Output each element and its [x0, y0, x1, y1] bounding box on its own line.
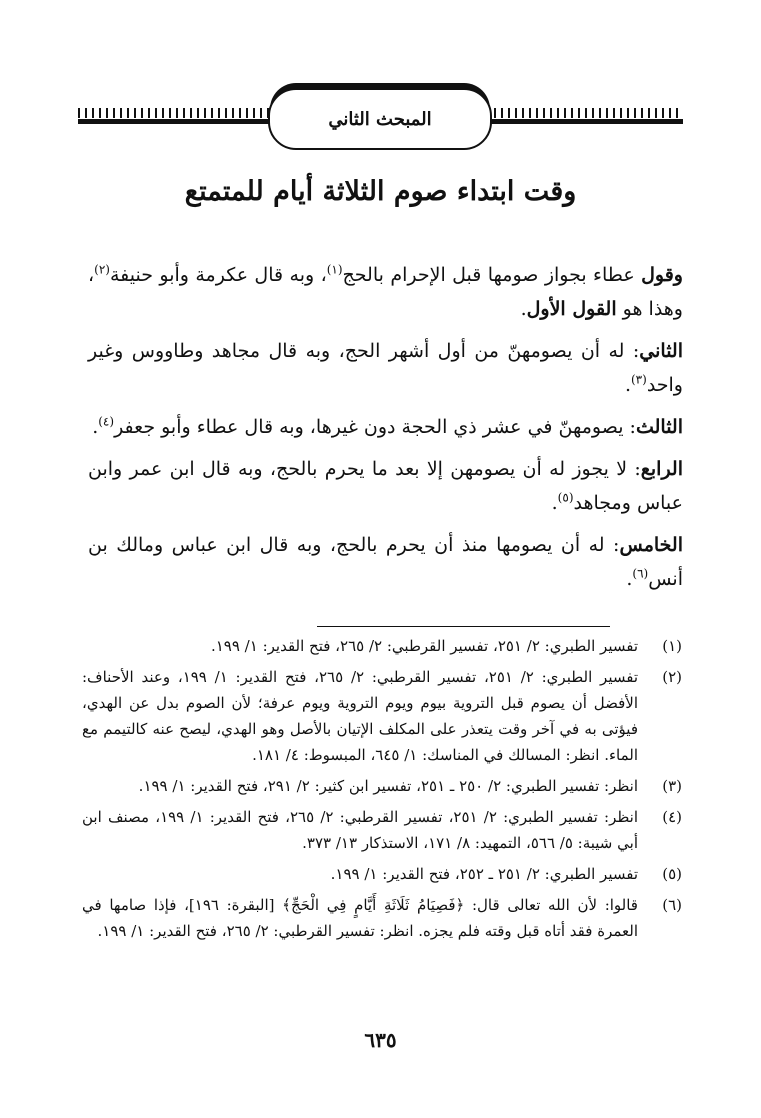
- footnote-text: تفسير الطبري: ٢/ ٢٥١، تفسير القرطبي: ٢/ ٢٦٥، فتح القدير: ١/ ١٩٩، وعند الأحناف: الأفضل أن يصوم قبل التروية بيوم ويوم التروية ويوم عرفة؛ لأن الصوم بدل عن الهدي، فيؤتى به في آخر وقت يتعذر على المكلف الإتيان بالأصل وهو الهدي، ليصح عنه كالتيمم مع الماء. انظر: المسالك في المناسك: ١/ ٦٤٥، المبسوط: ٤/ ١٨١.: [82, 668, 638, 764]
- footnote-divider: [317, 626, 610, 627]
- opinion-emphasis: القول الأول: [526, 298, 617, 320]
- footnote-number: (٢): [662, 668, 682, 686]
- paragraph-text: : يصومهنّ في عشر ذي الحجة دون غيرها، وبه قال عطاء وأبو جعفر: [114, 416, 636, 438]
- footnote-ref: (١): [326, 262, 343, 277]
- footnote-item: [82, 664, 682, 768]
- paragraph-text: .: [520, 298, 527, 320]
- paragraph-text: ، وهذا هو: [88, 264, 683, 320]
- paragraph-text: .: [551, 492, 558, 514]
- footnote-number: (٤): [662, 808, 682, 826]
- paragraph-fourth-opinion: [88, 452, 683, 520]
- footnote-item: [82, 773, 682, 799]
- footnote-item: [82, 861, 682, 887]
- paragraph-text: : له أن يصومها منذ أن يحرم بالحج، وبه قال ابن عباس ومالك بن أنس: [88, 534, 683, 590]
- ornament-border-right: [487, 104, 683, 122]
- footnote-ref: (٣): [630, 372, 647, 387]
- paragraph-text: عطاء بجواز صومها قبل الإحرام بالحج: [342, 264, 642, 286]
- opinion-label: الخامس: [619, 534, 683, 556]
- footnotes: [82, 628, 682, 944]
- footnote-ref: (٥): [557, 490, 574, 505]
- section-title: المبحث الثاني: [328, 108, 432, 130]
- paragraph-fifth-opinion: [88, 528, 683, 596]
- footnote-ref: (٤): [98, 414, 115, 429]
- opinion-label: الثاني: [639, 340, 683, 362]
- footnote-text: تفسير الطبري: ٢/ ٢٥١، تفسير القرطبي: ٢/ ٢٦٥، فتح القدير: ١/ ١٩٩.: [210, 637, 638, 655]
- paragraph-text: : له أن يصومهنّ من أول أشهر الحج، وبه قال مجاهد وطاووس وغير واحد: [88, 340, 683, 396]
- footnote-item: [82, 804, 682, 856]
- footnote-ref: (٦): [632, 566, 649, 581]
- main-text: [88, 258, 683, 604]
- page-heading: وقت ابتداء صوم الثلاثة أيام للمتمتع: [184, 176, 577, 207]
- page-number: ٦٣٥: [364, 1028, 397, 1052]
- footnote-text: انظر: تفسير الطبري: ٢/ ٢٥١، تفسير القرطبي: ٢/ ٢٦٥، فتح القدير: ١/ ١٩٩، مصنف ابن أبي شيبة: ٥/ ٥٦٦، التمهيد: ٨/ ١٧١، الاستذكار ١٣/ ٣٧٣.: [82, 808, 638, 852]
- paragraph-text: ، وبه قال عكرمة وأبو حنيفة: [109, 264, 327, 286]
- paragraph-text: : لا يجوز له أن يصومهن إلا بعد ما يحرم بالحج، وبه قال ابن عمر وابن عباس ومجاهد: [88, 458, 683, 514]
- footnote-text: انظر: تفسير الطبري: ٢/ ٢٥٠ ـ ٢٥١، تفسير ابن كثير: ٢/ ٢٩١، فتح القدير: ١/ ١٩٩.: [138, 777, 638, 795]
- opinion-label: الرابع: [640, 458, 683, 480]
- paragraph-text: .: [626, 568, 633, 590]
- footnote-number: (٦): [662, 896, 682, 914]
- footnote-item: [82, 633, 682, 659]
- paragraph-third-opinion: [88, 410, 683, 444]
- section-title-box: [268, 88, 492, 150]
- footnote-number: (١): [662, 637, 682, 655]
- footnote-text: قالوا: لأن الله تعالى قال: ﴿فَصِيَامُ ثَلَاثَةِ أَيَّامٍ فِي الْحَجِّ﴾ [البقرة: ١٩٦]، فإذا صامها في العمرة فقد أتاه قبل وقته فلم يجزه. انظر: تفسير القرطبي: ٢/ ٢٦٥، فتح القدير: ١/ ١٩٩.: [82, 896, 638, 940]
- footnote-number: (٣): [662, 777, 682, 795]
- section-header: [78, 82, 683, 157]
- paragraph-text: .: [624, 374, 631, 396]
- footnote-ref: (٢): [94, 262, 110, 277]
- opinion-label: الثالث: [635, 416, 683, 438]
- footnote-text: تفسير الطبري: ٢/ ٢٥١ ـ ٢٥٢، فتح القدير: ١/ ١٩٩.: [330, 865, 638, 883]
- paragraph-text: .: [92, 416, 99, 438]
- footnote-number: (٥): [662, 865, 682, 883]
- paragraph-second-opinion: [88, 334, 683, 402]
- opinion-label: وقول: [641, 264, 683, 286]
- footnote-item: [82, 892, 682, 944]
- paragraph-first-opinion: [88, 258, 683, 326]
- ornament-border-left: [78, 104, 274, 122]
